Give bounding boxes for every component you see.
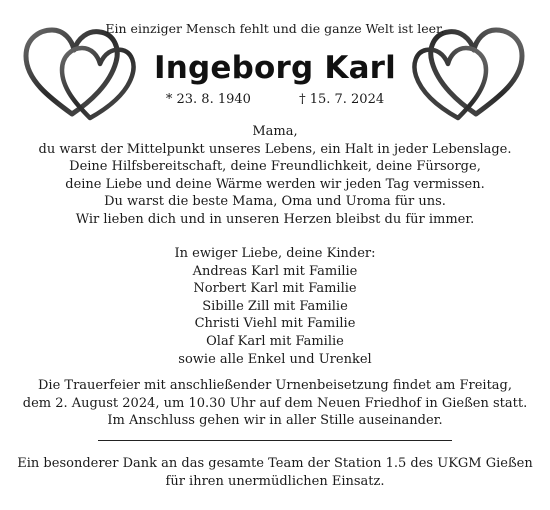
family-line: Sibille Zill mit Familie	[202, 298, 348, 314]
thanks-block	[0, 455, 550, 490]
death-date: † 15. 7. 2024	[299, 92, 385, 107]
funeral-info	[0, 377, 550, 430]
family-line: Olaf Karl mit Familie	[206, 333, 344, 349]
poem-line: deine Liebe und deine Wärme werden wir jeden Tag vermissen.	[65, 176, 485, 192]
poem-line: Deine Hilfsbereitschaft, deine Freundlichkeit, deine Fürsorge,	[69, 159, 481, 175]
life-dates	[0, 91, 550, 109]
thanks-line: für ihren unermüdlichen Einsatz.	[165, 473, 385, 489]
thanks-line: Ein besonderer Dank an das gesamte Team der Station 1.5 des UKGM Gießen	[17, 456, 533, 471]
family-line: Christi Viehl mit Familie	[194, 316, 356, 332]
poem-line: Mama,	[252, 124, 298, 139]
family-line: Andreas Karl mit Familie	[192, 263, 358, 279]
funeral-line: Die Trauerfeier mit anschließender Urnenbeisetzung findet am Freitag,	[38, 378, 512, 393]
family-line: In ewiger Liebe, deine Kinder:	[174, 246, 376, 261]
deceased-name: Ingeborg Karl	[153, 50, 397, 86]
tagline: Ein einziger Mensch fehlt und die ganze Welt ist leer.	[105, 21, 445, 36]
family-block	[0, 245, 550, 368]
divider-line	[98, 440, 452, 441]
poem-line: Du warst die beste Mama, Oma und Uroma für uns.	[104, 194, 446, 210]
poem-line: Wir lieben dich und in unseren Herzen bleibst du für immer.	[75, 211, 475, 227]
family-line: Norbert Karl mit Familie	[193, 281, 357, 297]
poem-line: du warst der Mittelpunkt unseres Lebens, ein Halt in jeder Lebenslage.	[38, 141, 512, 157]
family-line: sowie alle Enkel und Urenkel	[178, 351, 372, 367]
poem-block	[0, 123, 550, 229]
birth-date: * 23. 8. 1940	[165, 92, 251, 107]
funeral-line: dem 2. August 2024, um 10.30 Uhr auf dem Neuen Friedhof in Gießen statt.	[22, 395, 528, 411]
funeral-line: Im Anschluss gehen wir in aller Stille auseinander.	[107, 413, 443, 429]
